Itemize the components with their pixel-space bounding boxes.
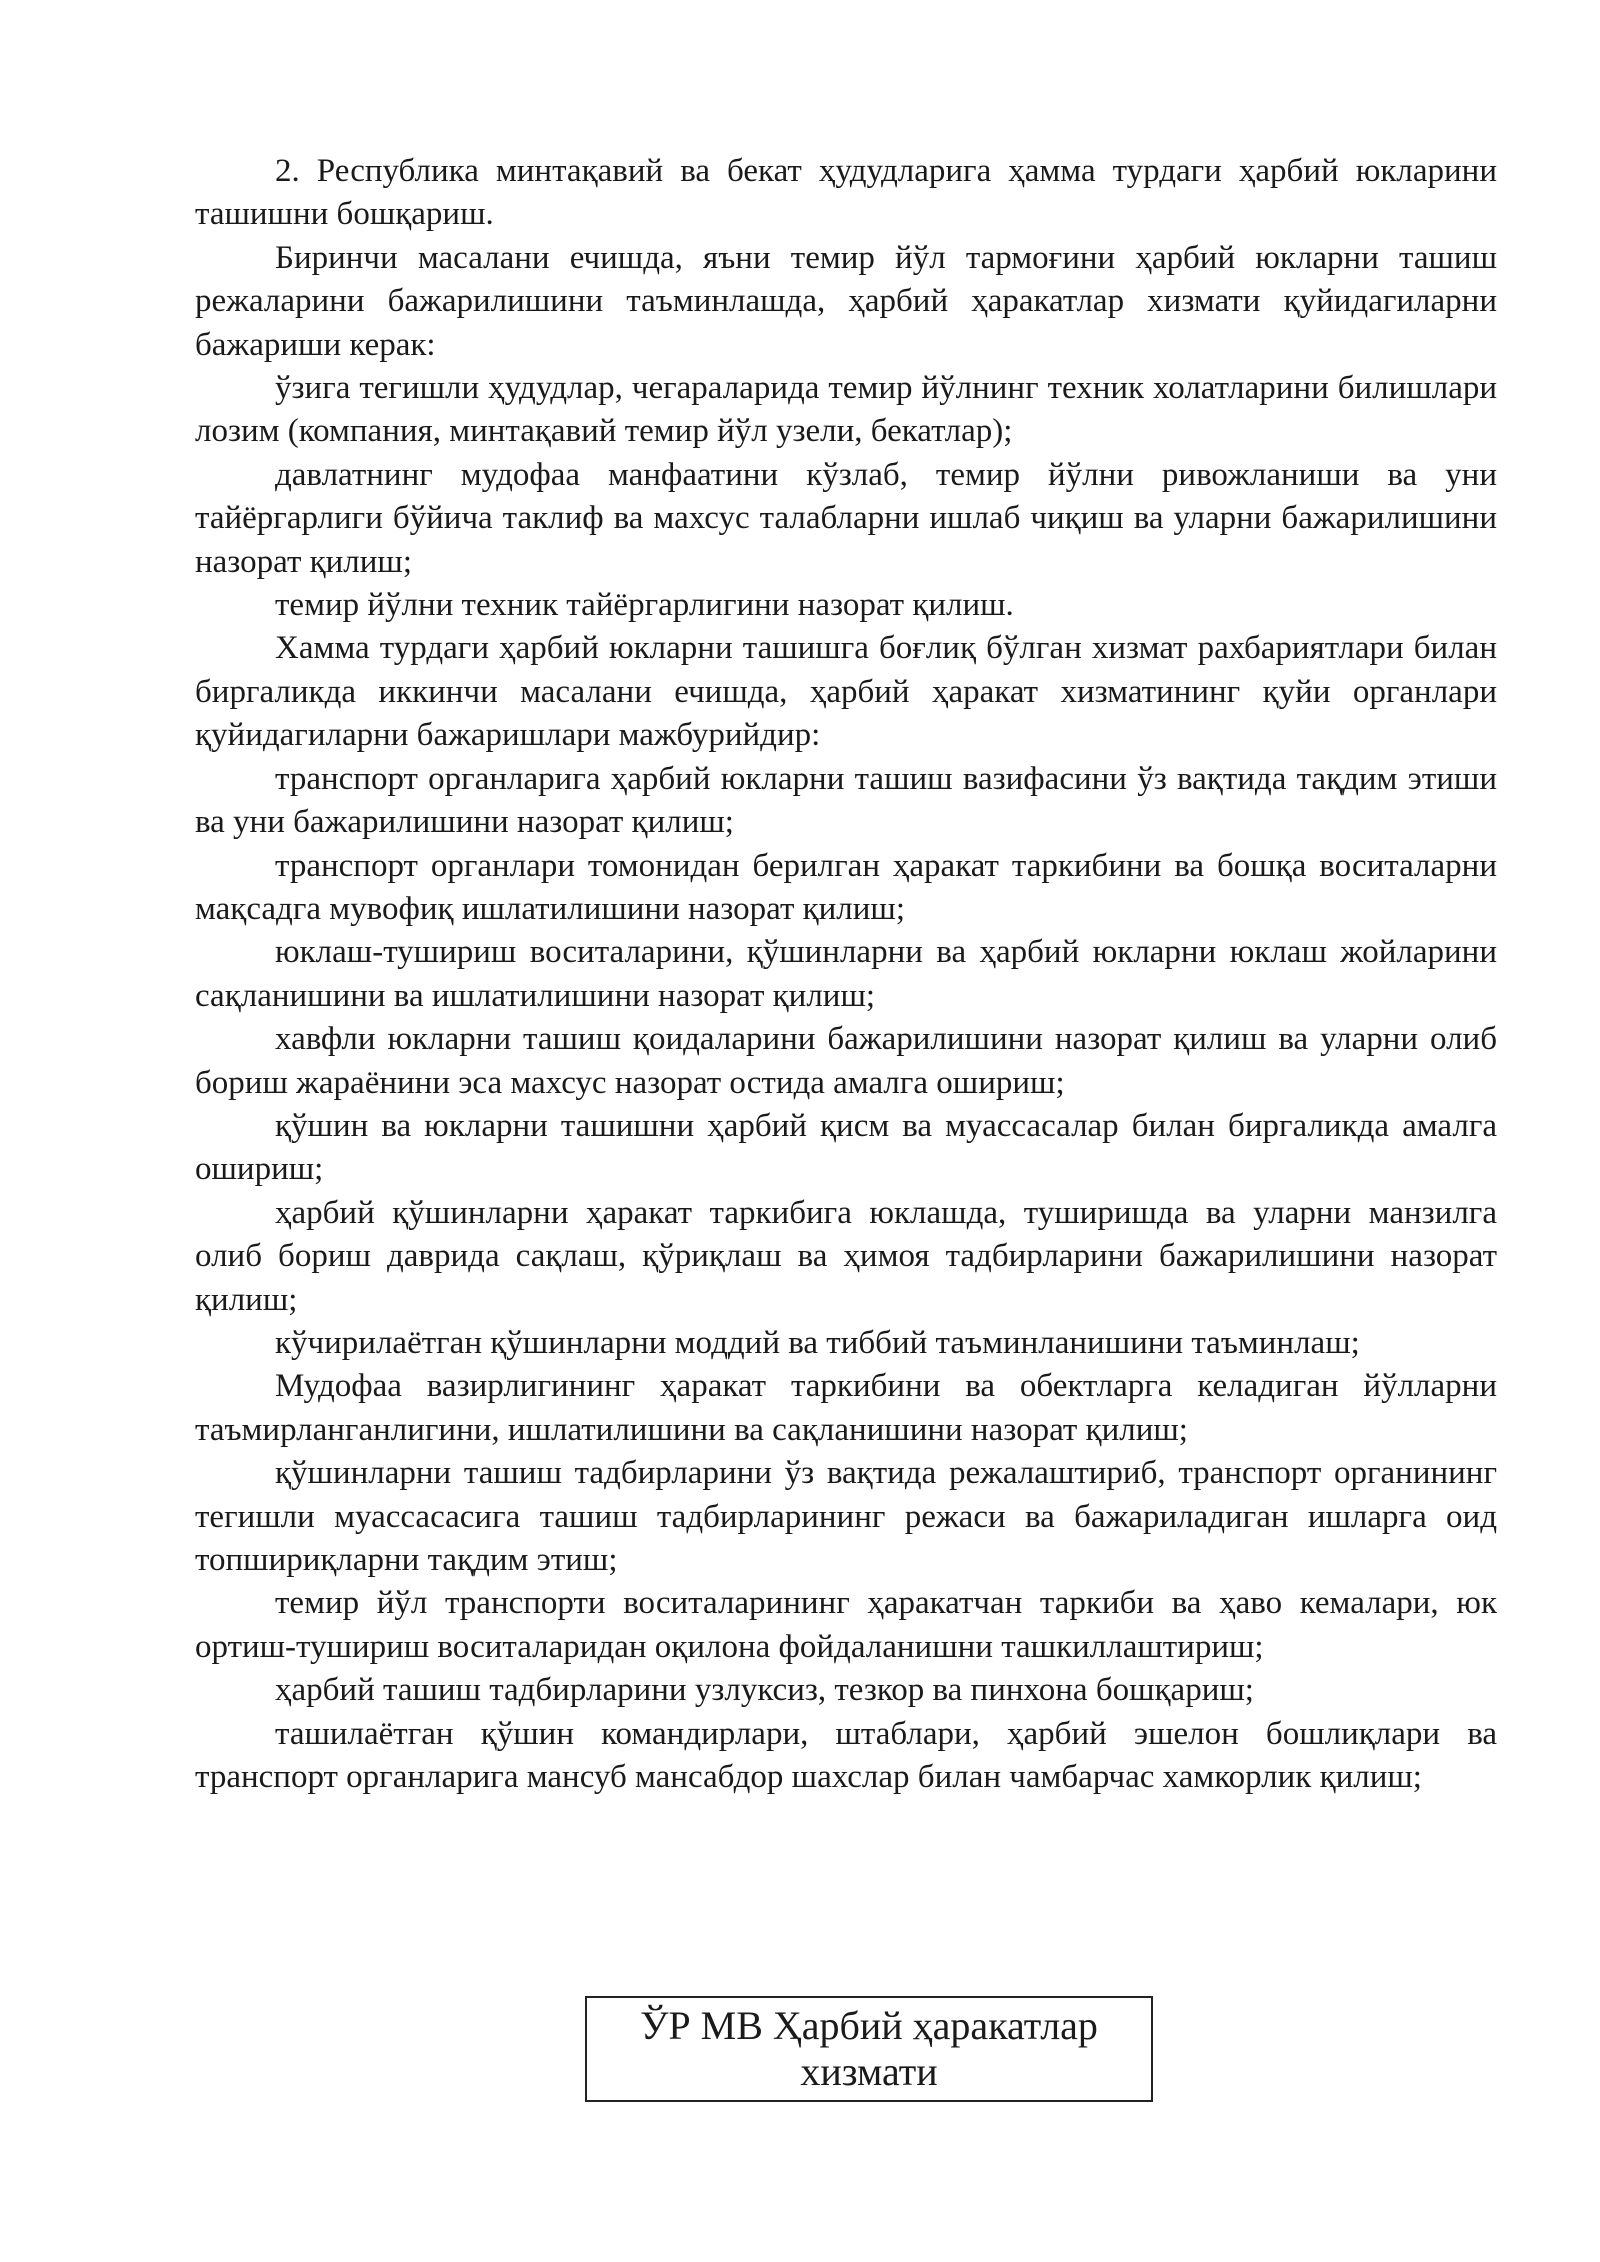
paragraph: хавфли юкларни ташиш қоидаларини бажарилишини назорат қилиш ва уларни олиб бориш жараёнини эса махсус назорат остида амалга ошириш; xyxy=(195,1021,1497,1101)
paragraph: темир йўл транспорти воситаларининг ҳаракатчан таркиби ва ҳаво кемалари, юк ортиш-тушириш воситаларидан оқилона фойдаланишни ташкиллаштириш; xyxy=(195,1585,1497,1665)
paragraph: ҳарбий қўшинларни ҳаракат таркибига юклашда, туширишда ва уларни манзилга олиб бориш даврида сақлаш, қўриқлаш ва ҳимоя тадбирларини бажарилишини назорат қилиш; xyxy=(195,1194,1497,1318)
paragraph: қўшин ва юкларни ташишни ҳарбий қисм ва муассасалар билан биргаликда амалга ошириш; xyxy=(195,1107,1497,1188)
document-body xyxy=(195,150,1497,1799)
paragraph: Хамма турдаги ҳарбий юкларни ташишга боғлиқ бўлган хизмат рахбариятлари билан биргаликда иккинчи масалани ечишда, ҳарбий ҳаракат хизматининг қуйи органлари қуйидагиларни бажаришлари мажбурийдир: xyxy=(195,630,1497,754)
paragraph: Биринчи масалани ечишда, яъни темир йўл тармоғини ҳарбий юкларни ташиш режаларини бажарилишини таъминлашда, ҳарбий ҳаракатлар хизмати қуйидагиларни бажариши керак: xyxy=(195,239,1497,363)
paragraph: давлатнинг мудофаа манфаатини кўзлаб, темир йўлни ривожланиши ва уни тайёргарлиги бўйича таклиф ва махсус талабларни ишлаб чиқиш ва уларни бажарилишини назорат қилиш; xyxy=(195,456,1497,580)
paragraph: юклаш-тушириш воситаларини, қўшинларни ва ҳарбий юкларни юклаш жойларини сақланишини ва ишлатилишини назорат қилиш; xyxy=(195,934,1497,1014)
paragraph: қўшинларни ташиш тадбирларини ўз вақтида режалаштириб, транспорт органининг тегишли муассасасига ташиш тадбирларининг режаси ва бажариладиган ишларга оид топшириқларни тақдим этиш; xyxy=(195,1455,1497,1578)
paragraph: транспорт органларига ҳарбий юкларни ташиш вазифасини ўз вақтида тақдим этиши ва уни бажарилишини назорат қилиш; xyxy=(195,760,1497,841)
paragraph: кўчирилаётган қўшинларни моддий ва тиббий таъминланишини таъминлаш; xyxy=(275,1324,1360,1361)
stamp-line-1: ЎР МВ Ҳарбий ҳаракатлар xyxy=(640,2003,1098,2048)
paragraph: транспорт органлари томонидан берилган ҳаракат таркибини ва бошқа воситаларни мақсадга мувофиқ ишлатилишини назорат қилиш; xyxy=(195,847,1497,927)
paragraph: Мудофаа вазирлигининг ҳаракат таркибини ва обектларга келадиган йўлларни таъмирланганлигини, ишлатилишини ва сақланишини назорат қилиш; xyxy=(195,1368,1497,1448)
paragraph: ўзига тегишли ҳудудлар, чегараларида темир йўлнинг техник холатларини билишлари лозим (компания, минтақавий темир йўл узели, бекатлар); xyxy=(195,370,1497,450)
paragraph: ҳарбий ташиш тадбирларини узлуксиз, тезкор ва пинхона бошқариш; xyxy=(275,1672,1254,1709)
paragraph: темир йўлни техник тайёргарлигини назорат қилиш. xyxy=(275,587,1014,624)
organization-stamp-box xyxy=(585,1996,1153,2102)
paragraph: 2. Республика минтақавий ва бекат ҳудудларига ҳамма турдаги ҳарбий юкларини ташишни бошқариш. xyxy=(195,153,1497,233)
paragraph: ташилаётган қўшин командирлари, штаблари, ҳарбий эшелон бошлиқлари ва транспорт органларига мансуб мансабдор шахслар билан чамбарчас хамкорлик қилиш; xyxy=(195,1715,1497,1796)
stamp-line-2: хизмати xyxy=(800,2049,938,2094)
